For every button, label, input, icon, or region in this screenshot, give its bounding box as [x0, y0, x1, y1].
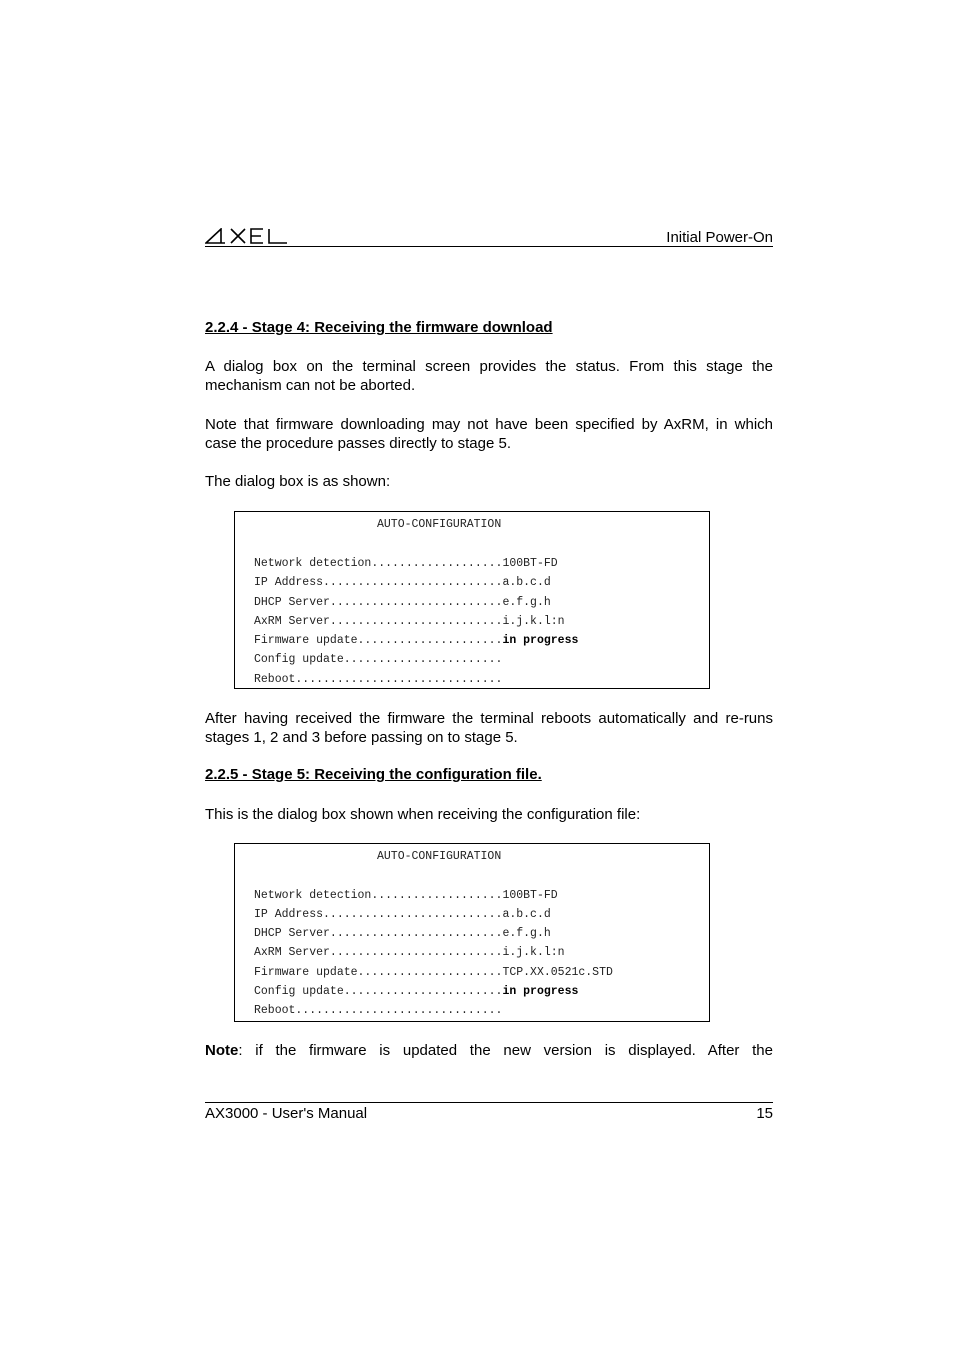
page-number: 15 — [756, 1105, 773, 1122]
section-heading-stage-4: 2.2.4 - Stage 4: Receiving the firmware download — [205, 319, 553, 336]
auto-configuration-dialog-stage-5 — [234, 843, 710, 1022]
status-in-progress: in progress — [502, 985, 579, 998]
dialog-line-ip: IP Address..........................a.b.c.d — [254, 576, 551, 589]
dialog-line-dhcp: DHCP Server.........................e.f.g.h — [254, 927, 551, 940]
dialog-line-axrm: AxRM Server.........................i.j.k.l:n — [254, 946, 565, 959]
section-heading-stage-5: 2.2.5 - Stage 5: Receiving the configuration file. — [205, 766, 542, 783]
dialog-line-reboot: Reboot.............................. — [254, 1004, 503, 1017]
paragraph: After having received the firmware the terminal reboots automatically and re-runs stages 1, 2 and 3 before passing on to stage 5. — [205, 710, 773, 746]
page-footer — [205, 1102, 773, 1122]
dialog-title: AUTO-CONFIGURATION — [377, 518, 502, 531]
note-text: : if the firmware is updated the new version is displayed. After the — [238, 1042, 773, 1059]
dialog-line-network: Network detection...................100BT-FD — [254, 557, 558, 570]
dialog-title: AUTO-CONFIGURATION — [377, 850, 502, 863]
dialog-line-network: Network detection...................100BT-FD — [254, 889, 558, 902]
axel-logo — [205, 228, 289, 244]
dialog-line-ip: IP Address..........................a.b.c.d — [254, 908, 551, 921]
header-title: Initial Power-On — [666, 229, 773, 246]
auto-configuration-dialog-stage-4 — [234, 511, 710, 689]
dialog-line-config: Config update....................... — [254, 653, 503, 666]
status-in-progress: in progress — [502, 634, 579, 647]
paragraph: This is the dialog box shown when receiving the configuration file: — [205, 806, 641, 823]
paragraph: The dialog box is as shown: — [205, 473, 391, 490]
note-paragraph — [205, 1041, 773, 1060]
note-label: Note — [205, 1042, 239, 1059]
paragraph: A dialog box on the terminal screen provides the status. From this stage the mechanism can not be aborted. — [205, 358, 773, 394]
dialog-line-axrm: AxRM Server.........................i.j.k.l:n — [254, 615, 565, 628]
footer-manual-title: AX3000 - User's Manual — [205, 1105, 368, 1122]
dialog-line-config: Config update.......................in progress — [254, 985, 579, 998]
dialog-line-firmware: Firmware update.....................in progress — [254, 634, 579, 647]
paragraph: Note that firmware downloading may not have been specified by AxRM, in which case the procedure passes directly to stage 5. — [205, 416, 773, 452]
dialog-line-firmware: Firmware update.....................TCP.XX.0521c.STD — [254, 966, 613, 979]
dialog-line-reboot: Reboot.............................. — [254, 673, 503, 686]
page-header — [205, 226, 773, 247]
dialog-line-dhcp: DHCP Server.........................e.f.g.h — [254, 596, 551, 609]
